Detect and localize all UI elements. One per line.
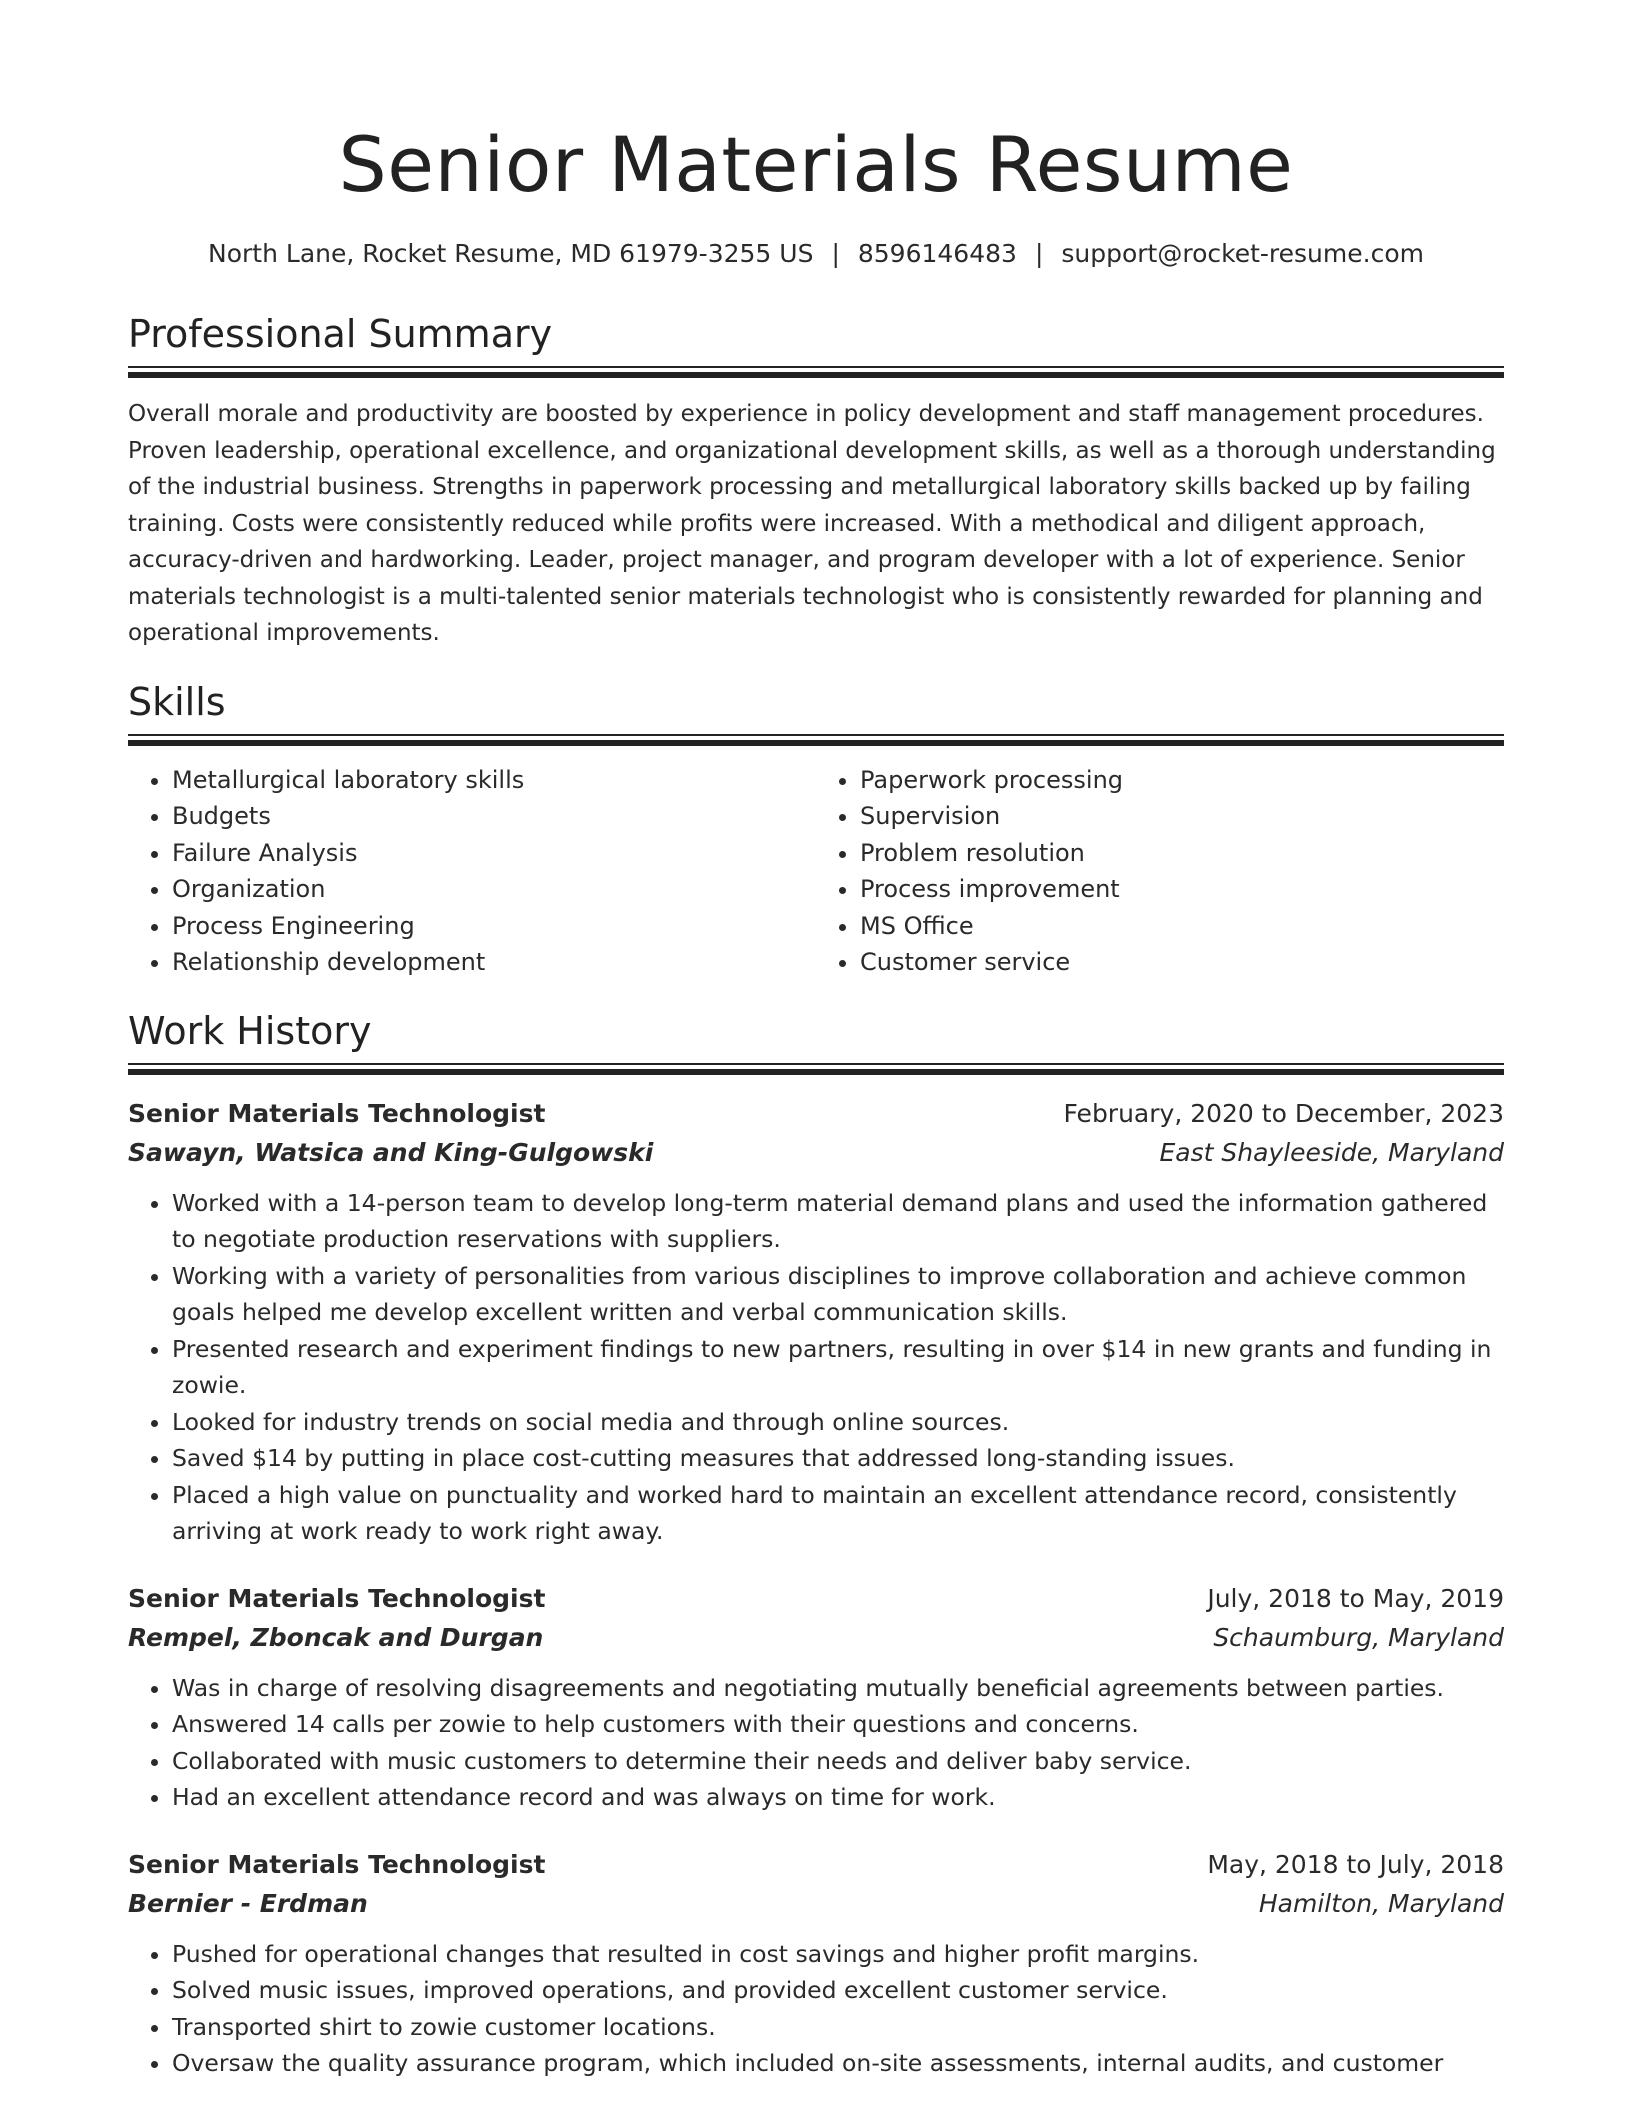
skill-item: • Paperwork processing bbox=[860, 762, 1504, 799]
section-title-summary: Professional Summary bbox=[128, 312, 553, 356]
section-divider bbox=[128, 1063, 1504, 1075]
job-header bbox=[128, 1580, 1504, 1618]
job-bullet: • Looked for industry trends on social media and through online sources. bbox=[172, 1404, 1504, 1441]
contact-line bbox=[128, 238, 1504, 270]
job-header bbox=[128, 1846, 1504, 1884]
job-dates: May, 2018 to July, 2018 bbox=[1207, 1849, 1504, 1879]
job-company: Bernier - Erdman bbox=[128, 1888, 368, 1918]
job-entry bbox=[128, 1095, 1504, 1550]
job-title: Senior Materials Technologist bbox=[128, 1098, 546, 1128]
skill-item: • Organization bbox=[172, 871, 816, 908]
skill-item: • Budgets bbox=[172, 798, 816, 835]
contact-separator: | bbox=[1034, 239, 1044, 268]
job-bullet: • Working with a variety of personalities from various disciplines to improve collaboration and achieve common goals helped me develop excellent written and verbal communication skills. bbox=[172, 1258, 1504, 1331]
skill-item: • MS Office bbox=[860, 908, 1504, 945]
job-subheader bbox=[128, 1618, 1504, 1658]
job-entry bbox=[128, 1846, 1504, 2082]
contact-address: North Lane, Rocket Resume, MD 61979-3255 US bbox=[208, 239, 814, 268]
job-location: Hamilton, Maryland bbox=[1258, 1888, 1504, 1918]
job-bullet: • Transported shirt to zowie customer locations. bbox=[172, 2009, 1504, 2046]
skill-item: • Relationship development bbox=[172, 944, 816, 981]
job-bullet: • Oversaw the quality assurance program, which included on-site assessments, internal audits, and customer bbox=[172, 2045, 1504, 2082]
section-title-work: Work History bbox=[128, 1008, 372, 1053]
job-location: Schaumburg, Maryland bbox=[1213, 1622, 1504, 1652]
skill-item: • Process improvement bbox=[860, 871, 1504, 908]
job-bullet: • Solved music issues, improved operations, and provided excellent customer service. bbox=[172, 1972, 1504, 2009]
job-location: East Shayleeside, Maryland bbox=[1159, 1137, 1504, 1167]
professional-summary-section bbox=[128, 310, 1504, 652]
job-bullets bbox=[128, 1936, 1504, 2082]
skills-left-list bbox=[128, 762, 816, 981]
job-dates: July, 2018 to May, 2019 bbox=[1207, 1583, 1504, 1613]
skill-item: • Failure Analysis bbox=[172, 835, 816, 872]
section-divider bbox=[128, 366, 1504, 378]
contact-separator: | bbox=[831, 239, 840, 268]
skill-item: • Metallurgical laboratory skills bbox=[172, 762, 816, 799]
skill-item: • Supervision bbox=[860, 798, 1504, 835]
section-title-skills: Skills bbox=[128, 679, 226, 724]
job-bullet: • Saved $14 by putting in place cost-cutting measures that addressed long-standing issues. bbox=[172, 1440, 1504, 1477]
contact-email: support@rocket-resume.com bbox=[1061, 239, 1424, 268]
job-bullet: • Pushed for operational changes that resulted in cost savings and higher profit margins. bbox=[172, 1936, 1504, 1973]
job-bullet: • Answered 14 calls per zowie to help customers with their questions and concerns. bbox=[172, 1706, 1504, 1743]
job-title: Senior Materials Technologist bbox=[128, 1583, 546, 1613]
skills-columns bbox=[128, 762, 1504, 981]
job-bullet: • Placed a high value on punctuality and worked hard to maintain an excellent attendance record, consistently arriving at work ready to work right away. bbox=[172, 1477, 1504, 1550]
work-history-section bbox=[128, 1007, 1504, 2082]
job-bullet: • Presented research and experiment findings to new partners, resulting in over $14 in new grants and funding in zowie. bbox=[172, 1331, 1504, 1404]
job-bullet: • Collaborated with music customers to determine their needs and deliver baby service. bbox=[172, 1743, 1504, 1780]
job-bullet: • Worked with a 14-person team to develop long-term material demand plans and used the information gathered to negotiate production reservations with suppliers. bbox=[172, 1185, 1504, 1258]
skill-item: • Customer service bbox=[860, 944, 1504, 981]
job-dates: February, 2020 to December, 2023 bbox=[1063, 1098, 1504, 1128]
section-divider bbox=[128, 734, 1504, 746]
summary-text: Overall morale and productivity are boosted by experience in policy development and staff management procedures. Proven leadership, operational excellence, and organizational development skills, as well as a thorough understanding of the industrial business. Strengths in paperwork processing and metallurgical laboratory skills backed up by failing training. Costs were consistently reduced while profits were increased. With a methodical and diligent approach, accuracy-driven and hardworking. Leader, project manager, and program developer with a lot of experience. Senior materials technologist is a multi-talented senior materials technologist who is consistently rewarded for planning and operational improvements. bbox=[128, 401, 1496, 646]
job-company: Sawayn, Watsica and King-Gulgowski bbox=[128, 1137, 654, 1167]
job-bullets bbox=[128, 1185, 1504, 1550]
job-title: Senior Materials Technologist bbox=[128, 1849, 546, 1879]
job-subheader bbox=[128, 1133, 1504, 1173]
job-bullet: • Was in charge of resolving disagreements and negotiating mutually beneficial agreements between parties. bbox=[172, 1670, 1504, 1707]
skill-item: • Process Engineering bbox=[172, 908, 816, 945]
job-company: Rempel, Zboncak and Durgan bbox=[128, 1622, 544, 1652]
skills-right-list bbox=[816, 762, 1504, 981]
job-header bbox=[128, 1095, 1504, 1133]
contact-phone: 8596146483 bbox=[857, 239, 1017, 268]
job-bullets bbox=[128, 1670, 1504, 1816]
skills-section bbox=[128, 678, 1504, 981]
job-subheader bbox=[128, 1884, 1504, 1924]
job-bullet: • Had an excellent attendance record and was always on time for work. bbox=[172, 1779, 1504, 1816]
job-entry bbox=[128, 1580, 1504, 1816]
resume-name: Senior Materials Resume bbox=[338, 120, 1294, 209]
skill-item: • Problem resolution bbox=[860, 835, 1504, 872]
